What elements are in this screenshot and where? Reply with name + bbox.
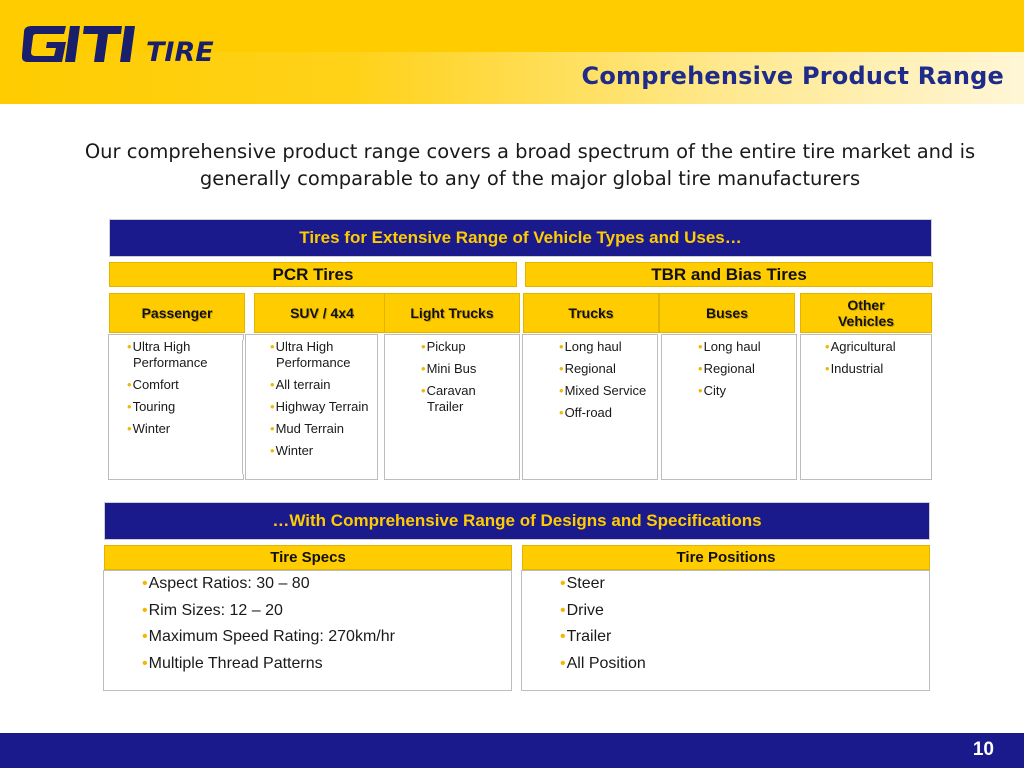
list-item: • Long haul [565,339,649,355]
tbr-bias-tires-header: TBR and Bias Tires [525,262,933,287]
slide-title: Comprehensive Product Range [581,62,1004,90]
list-item: • Aspect Ratios: 30 – 80 [142,575,511,593]
list-item: • Rim Sizes: 12 – 20 [142,602,511,620]
category-list-other-vehicles [800,334,932,480]
list-item: • Steer [560,575,929,593]
header-band [0,0,1024,104]
list-item: • Highway Terrain [276,399,369,415]
list-item: • Ultra High Performance [276,339,369,371]
vehicle-types-banner: Tires for Extensive Range of Vehicle Types and Uses… [109,219,932,257]
category-list-passenger [108,334,244,480]
pcr-tires-header: PCR Tires [109,262,517,287]
category-list-buses [661,334,797,480]
list-item: • Mixed Service [565,383,649,399]
category-list-suv [245,334,378,480]
category-list-trucks [522,334,658,480]
list-item: • Drive [560,602,929,620]
footer-bar [0,733,1024,768]
category-header-suv: SUV / 4x4 [254,293,390,333]
page-number: 10 [972,739,994,760]
list-item: • All terrain [276,377,369,393]
category-header-passenger: Passenger [109,293,245,333]
svg-text:TIRE: TIRE [146,37,214,68]
list-item: • Winter [276,443,369,459]
category-header-light-trucks: Light Trucks [384,293,520,333]
list-item: • Long haul [704,339,788,355]
list-item: • Ultra High Performance [133,339,235,371]
category-header-trucks: Trucks [523,293,659,333]
giti-tire-logo [22,22,246,68]
list-item: • Caravan Trailer [427,383,511,415]
tire-positions-list [521,570,930,691]
list-item: • Off-road [565,405,649,421]
intro-text: Our comprehensive product range covers a broad spectrum of the entire tire market and is generally comparable to any of the major global tire manufacturers [84,140,976,190]
list-item: • Regional [565,361,649,377]
tire-specs-list [103,570,512,691]
list-item: • Comfort [133,377,235,393]
tire-positions-header: Tire Positions [522,545,930,570]
list-item: • Winter [133,421,235,437]
list-item: • Touring [133,399,235,415]
list-item: • Pickup [427,339,511,355]
list-item: • Trailer [560,628,929,646]
category-list-light-trucks [384,334,520,480]
list-item: • Mini Bus [427,361,511,377]
list-item: • Agricultural [831,339,923,355]
list-item: • All Position [560,655,929,673]
list-item: • Mud Terrain [276,421,369,437]
list-item: • City [704,383,788,399]
list-item: • Regional [704,361,788,377]
list-item: • Multiple Thread Patterns [142,655,511,673]
designs-banner: …With Comprehensive Range of Designs and Specifications [104,502,930,540]
category-header-buses: Buses [659,293,795,333]
list-item: • Industrial [831,361,923,377]
tire-specs-header: Tire Specs [104,545,512,570]
category-header-other-vehicles: Other Vehicles [800,293,932,333]
list-item: • Maximum Speed Rating: 270km/hr [142,628,511,646]
